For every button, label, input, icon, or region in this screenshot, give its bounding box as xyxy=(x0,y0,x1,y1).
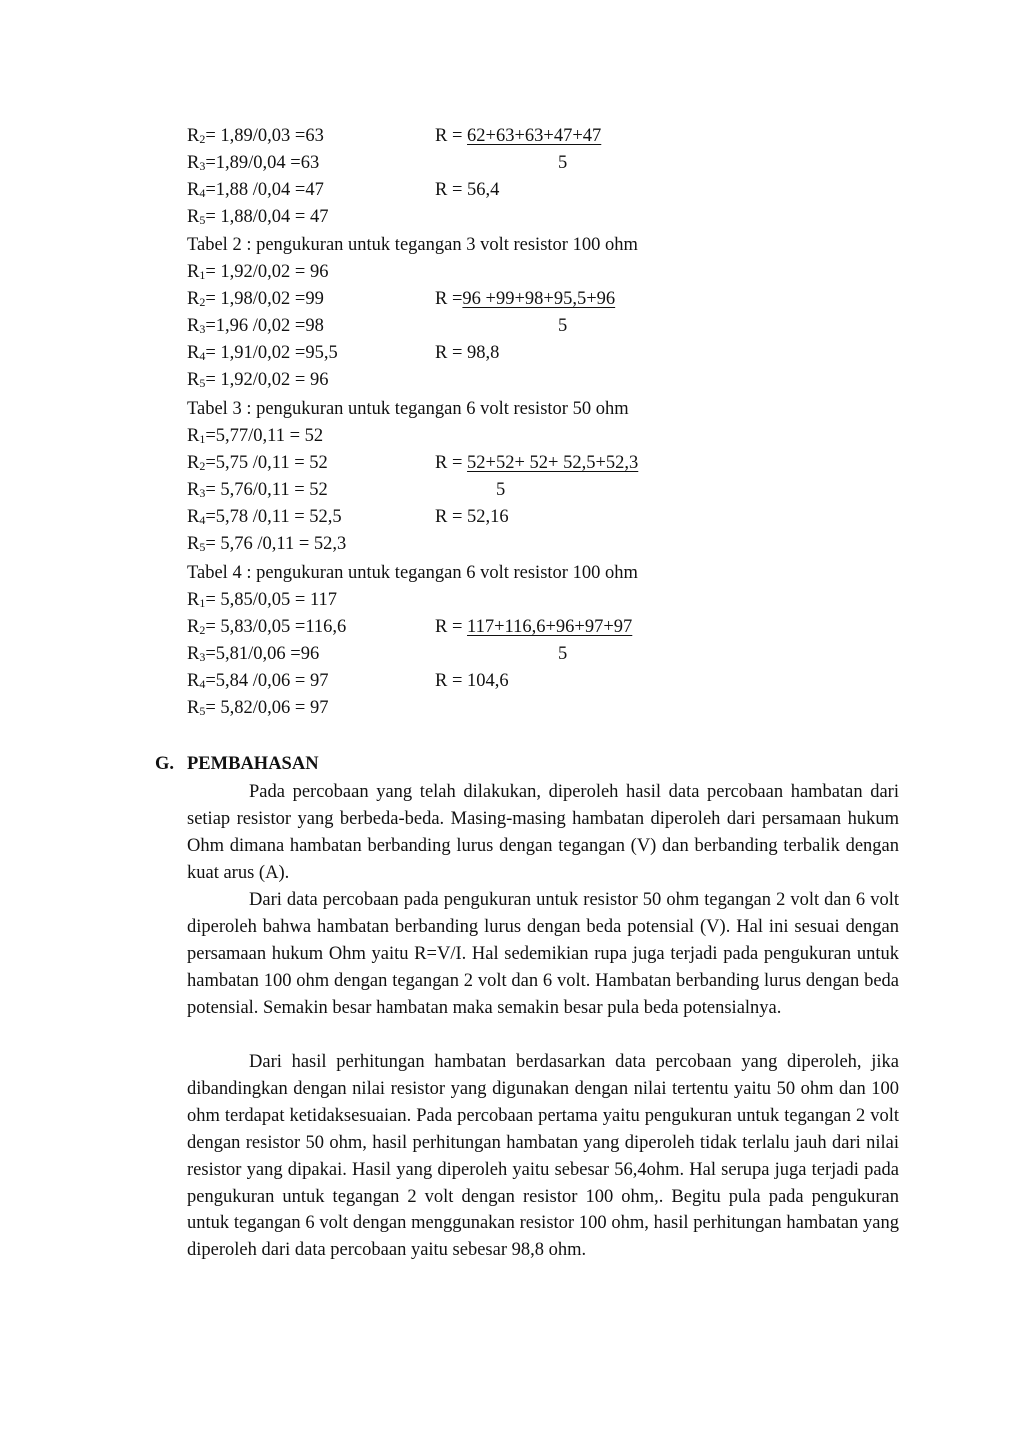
section-heading xyxy=(155,751,319,778)
calc1-row-r2: $R_2= 1,89/0,03 =63$ xyxy=(187,126,324,146)
table3-row-r4: $R_4=5,78$ /0,11 = 52,5 xyxy=(187,507,342,527)
table4-row-r2: $R_2= 5,83/0,05 =116,6$ xyxy=(187,617,347,637)
subscript: 5 xyxy=(199,376,206,390)
table4-sum-numerator: 117+116,6+96+97+97 xyxy=(467,617,633,637)
subscript: 3 xyxy=(199,650,206,664)
table2-row-r2: $R_2= 1,98/0,02 =99$ xyxy=(187,289,324,309)
section-number: G. xyxy=(155,754,175,774)
subscript: 1 xyxy=(199,268,206,282)
subscript: 5 xyxy=(199,540,206,554)
subscript: 3 xyxy=(199,159,206,173)
table2-row-r1: $R_1= 1,92/0,02 = 96$ xyxy=(187,262,329,282)
calc1-divisor: 5 xyxy=(558,153,568,173)
table2-sum-numerator: 96 +99+98+95,5+96 xyxy=(462,289,616,309)
table2-row-r3: $R_3=1,96$ /0,02 =98 xyxy=(187,316,324,336)
table3-caption: Tabel 3 : pengukuran untuk tegangan 6 volt resistor 50 ohm xyxy=(187,399,629,419)
table2-sum-formula: R =96 +99+98+95,5+96 xyxy=(435,289,616,309)
table4-result: R = 104,6 xyxy=(435,671,509,691)
subscript: 4 xyxy=(199,349,206,363)
table3-sum-numerator: 52+52+ 52+ 52,5+52,3 xyxy=(467,453,639,473)
table4-row-r4: $R_4=5,84$ /0,06 = 97 xyxy=(187,671,329,691)
subscript: 4 xyxy=(199,186,206,200)
subscript: 3 xyxy=(199,322,206,336)
calc1-sum-numerator: 62+63+63+47+47 xyxy=(467,126,602,146)
table2-caption: Tabel 2 : pengukuran untuk tegangan 3 volt resistor 100 ohm xyxy=(187,235,638,255)
section-title: PEMBAHASAN xyxy=(187,754,319,774)
calc1-result: R = 56,4 xyxy=(435,180,500,200)
subscript: 1 xyxy=(199,432,206,446)
table4-row-r1: $R_1= 5,85/0,05 = 117$ xyxy=(187,590,338,610)
calc1-row-r5: $R_5= 1,88/0,04 = 47$ xyxy=(187,207,329,227)
subscript: 5 xyxy=(199,213,206,227)
table4-divisor: 5 xyxy=(558,644,568,664)
subscript: 2 xyxy=(199,623,206,637)
paragraph-1: Pada percobaan yang telah dilakukan, diperoleh hasil data percobaan hambatan dari setiap resistor yang berbeda-beda. Masing-masing hambatan diperoleh dari persamaan hukum Ohm dimana hambatan berbanding lurus dengan tegangan (V) dan berbanding terbalik dengan kuat arus (A). xyxy=(187,782,899,883)
table2-row-r5: $R_5= 1,92/0,02 = 96$ xyxy=(187,370,329,390)
table4-row-r5: $R_5= 5,82/0,06 = 97$ xyxy=(187,698,329,718)
table3-row-r3: $R_3= 5,76/0,11 = 52$ xyxy=(187,480,328,500)
table2-result: R = 98,8 xyxy=(435,343,500,363)
calc1-row-r4: $R_4=1,88$ /0,04 =47 xyxy=(187,180,324,200)
table2-divisor: 5 xyxy=(558,316,568,336)
subscript: 2 xyxy=(199,132,206,146)
subscript: 1 xyxy=(199,596,206,610)
calc1-row-r3: $R_3=1,89/0,04 =63$ xyxy=(187,153,320,173)
calc1-sum-formula: R = 62+63+63+47+47 xyxy=(435,126,602,146)
subscript: 3 xyxy=(199,486,206,500)
subscript: 2 xyxy=(199,295,206,309)
table4-row-r3: $R_3=5,81/0,06 =96$ xyxy=(187,644,320,664)
table3-row-r5: $R_5= 5,76$ /0,11 = 52,3 xyxy=(187,534,347,554)
table3-row-r1: $R_1=5,77/0,11 = 52$ xyxy=(187,426,324,446)
subscript: 5 xyxy=(199,704,206,718)
paragraph-3: Dari hasil perhitungan hambatan berdasarkan data percobaan yang diperoleh, jika dibandingkan dengan nilai resistor yang digunakan dengan nilai tertentu yaitu 50 ohm dan 100 ohm terdapat ketidaksesuaian. Pada percobaan pertama yaitu pengukuran untuk tegangan 2 volt dengan resistor 50 ohm, hasil perhitungan hambatan yang diperoleh tidak terlalu jauh dari nilai resistor yang dipakai. Hasil yang diperoleh yaitu sebesar 56,4ohm. Hal serupa juga terjadi pada pengukuran untuk tegangan 2 volt dengan resistor 100 ohm,. Begitu pula pada pengukuran untuk tegangan 6 volt dengan menggunakan resistor 100 ohm, hasil perhitungan hambatan yang diperoleh dari data percobaan yaitu sebesar 98,8 ohm. xyxy=(187,1052,899,1261)
table4-caption: Tabel 4 : pengukuran untuk tegangan 6 volt resistor 100 ohm xyxy=(187,563,638,583)
table2-row-r4: $R_4= 1,91/0,02 =95,5$ xyxy=(187,343,338,363)
paragraph-2: Dari data percobaan pada pengukuran untuk resistor 50 ohm tegangan 2 volt dan 6 volt diperoleh bahwa hambatan berbanding lurus dengan beda potensial (V). Hal ini sesuai dengan persamaan hukum Ohm yaitu R=V/I. Hal sedemikian rupa juga terjadi pada pengukuran untuk hambatan 100 ohm dengan tegangan 2 volt dan 6 volt. Hambatan berbanding lurus dengan beda potensial. Semakin besar hambatan maka semakin besar pula beda potensialnya. xyxy=(187,890,899,1018)
table3-divisor: 5 xyxy=(496,480,506,500)
subscript: 4 xyxy=(199,513,206,527)
table3-result: R = 52,16 xyxy=(435,507,509,527)
subscript: 4 xyxy=(199,677,206,691)
table4-sum-formula: R = 117+116,6+96+97+97 xyxy=(435,617,633,637)
table3-sum-formula: R = 52+52+ 52+ 52,5+52,3 xyxy=(435,453,639,473)
subscript: 2 xyxy=(199,459,206,473)
table3-row-r2: $R_2=5,75$ /0,11 = 52 xyxy=(187,453,328,473)
